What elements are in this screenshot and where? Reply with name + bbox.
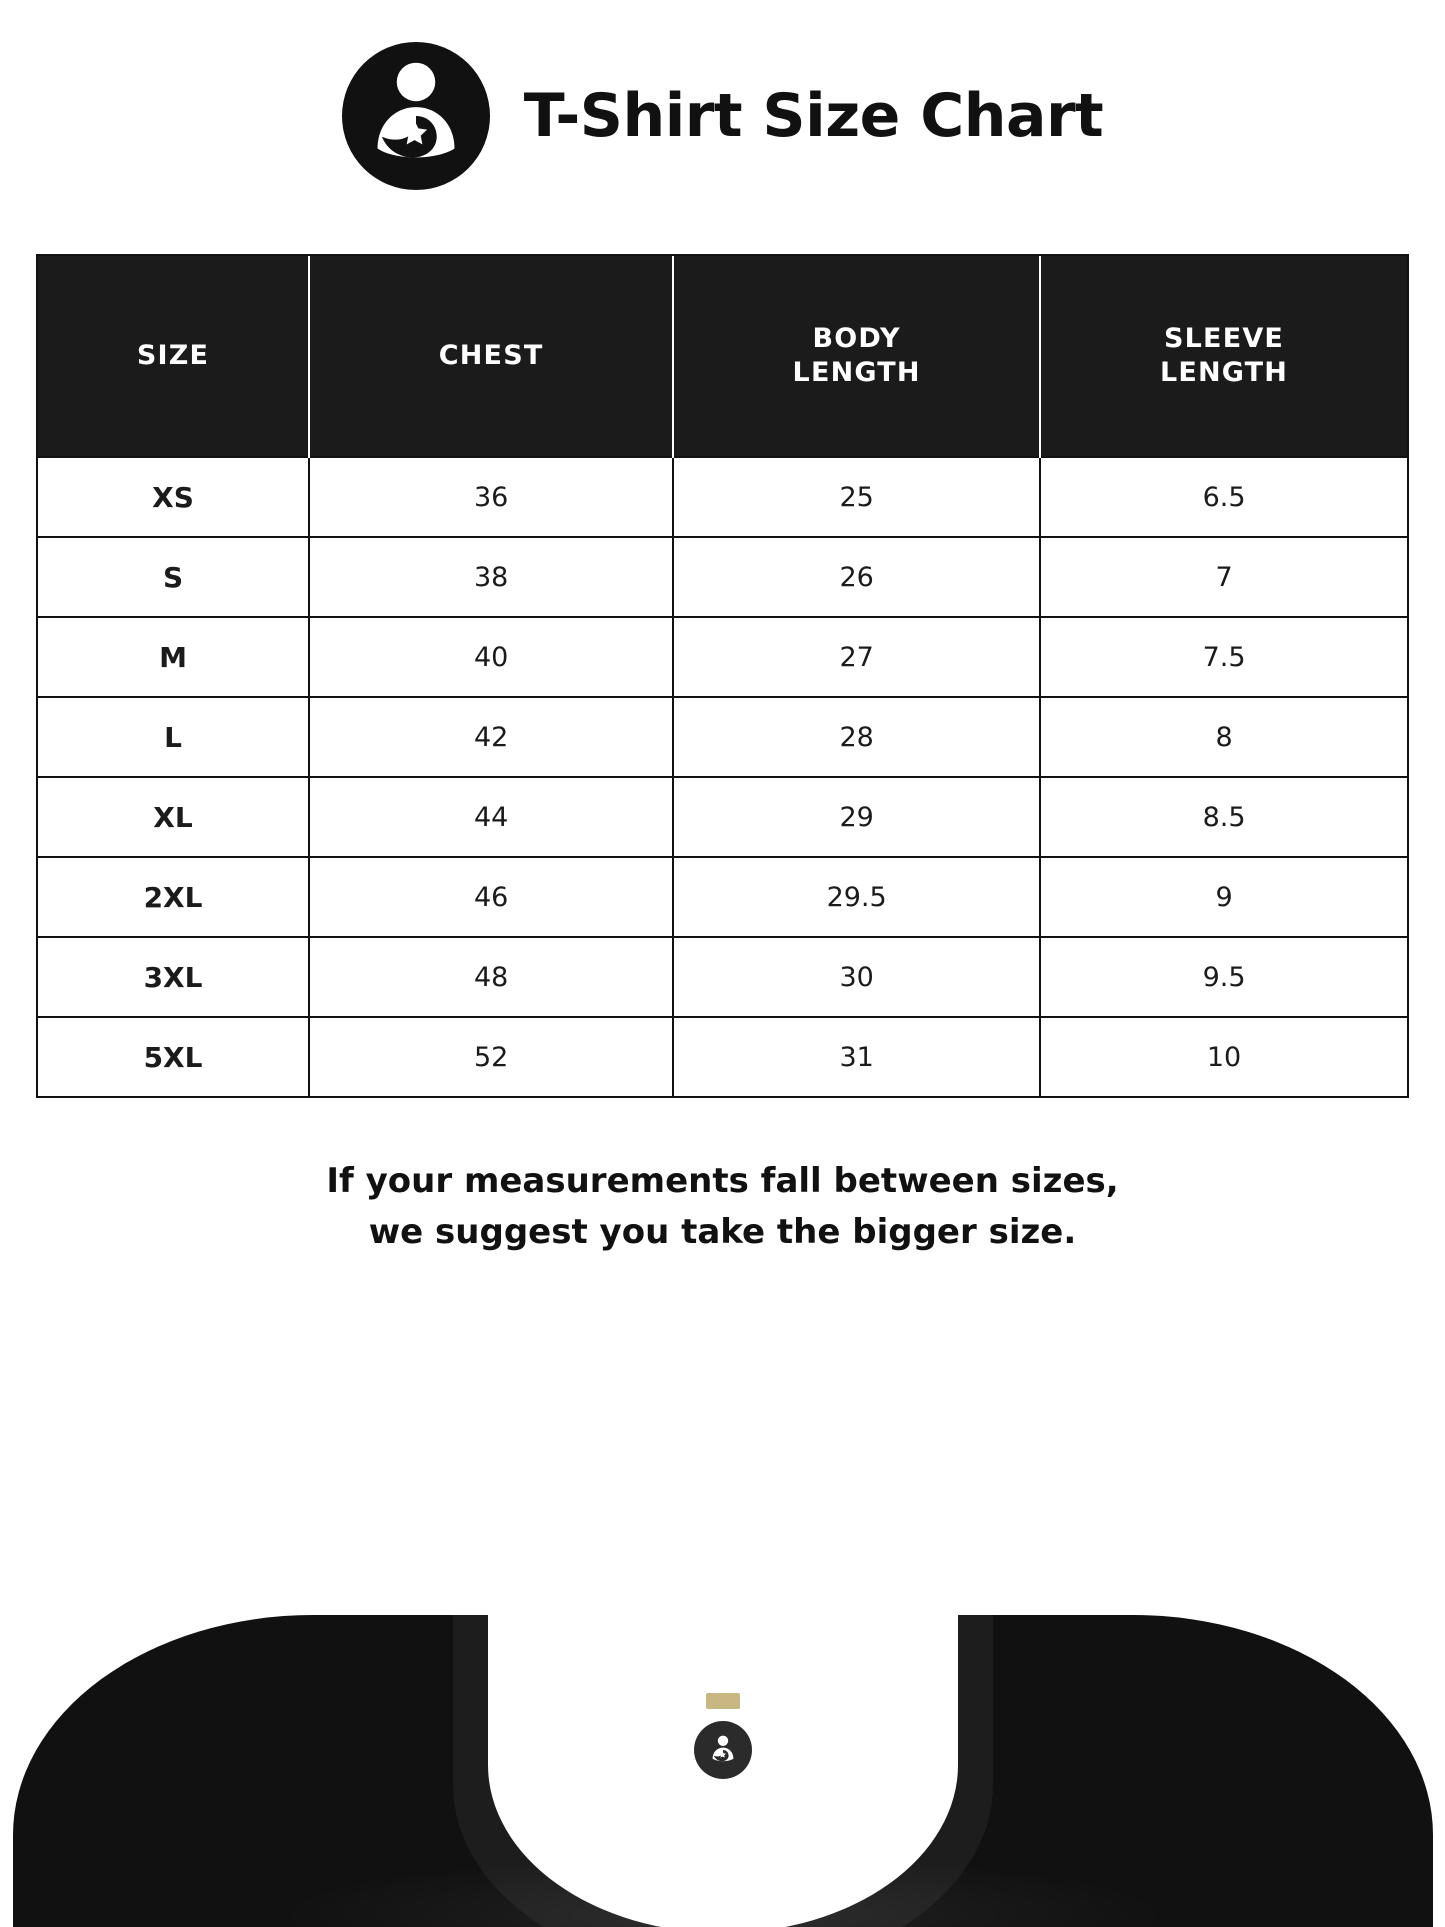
cell-sleeve-length: 6.5: [1040, 457, 1407, 537]
table-row: [38, 937, 1407, 1017]
cell-body-length: 25: [673, 457, 1040, 537]
cell-body-length: 29.5: [673, 857, 1040, 937]
table-row: [38, 777, 1407, 857]
cell-body-length: 30: [673, 937, 1040, 1017]
column-header-sleeve-length: [1040, 256, 1407, 457]
cell-size: XS: [38, 457, 309, 537]
mother-and-child-logo-icon: [342, 42, 490, 190]
cell-size: XL: [38, 777, 309, 857]
cell-sleeve-length: 7: [1040, 537, 1407, 617]
column-header-body-length-line1: BODY: [812, 323, 901, 355]
cell-body-length: 29: [673, 777, 1040, 857]
cell-size: 2XL: [38, 857, 309, 937]
size-table-container: [36, 254, 1409, 1098]
cell-sleeve-length: 7.5: [1040, 617, 1407, 697]
tshirt-body: [13, 1615, 1433, 1927]
column-header-chest: [309, 256, 673, 457]
cell-sleeve-length: 9.5: [1040, 937, 1407, 1017]
cell-chest: 48: [309, 937, 673, 1017]
table-row: [38, 1017, 1407, 1096]
cell-size: 5XL: [38, 1017, 309, 1096]
column-header-body-length: [673, 256, 1040, 457]
page-header: [0, 0, 1445, 190]
column-header-size-line1: SIZE: [136, 340, 210, 372]
column-header-size: [38, 256, 309, 457]
column-header-sleeve-length-line2: LENGTH: [1159, 357, 1289, 388]
cell-size: S: [38, 537, 309, 617]
table-row: [38, 537, 1407, 617]
cell-body-length: 27: [673, 617, 1040, 697]
column-header-sleeve-length-line1: SLEEVE: [1164, 323, 1285, 355]
cell-chest: 38: [309, 537, 673, 617]
cell-sleeve-length: 8: [1040, 697, 1407, 777]
cell-chest: 44: [309, 777, 673, 857]
table-row: [38, 857, 1407, 937]
cell-sleeve-length: 9: [1040, 857, 1407, 937]
black-tshirt-collar-photo: [0, 1597, 1445, 1927]
cell-body-length: 26: [673, 537, 1040, 617]
table-row: [38, 697, 1407, 777]
page-title: T-Shirt Size Chart: [523, 81, 1104, 151]
cell-body-length: 28: [673, 697, 1040, 777]
column-header-chest-line1: CHEST: [438, 340, 544, 372]
cell-chest: 42: [309, 697, 673, 777]
cell-chest: 46: [309, 857, 673, 937]
cell-chest: 52: [309, 1017, 673, 1096]
table-row: [38, 617, 1407, 697]
table-row: [38, 457, 1407, 537]
cell-body-length: 31: [673, 1017, 1040, 1096]
cell-chest: 40: [309, 617, 673, 697]
cell-sleeve-length: 10: [1040, 1017, 1407, 1096]
cell-size: M: [38, 617, 309, 697]
sizing-note: [0, 1156, 1445, 1258]
cell-chest: 36: [309, 457, 673, 537]
table-body: [38, 457, 1407, 1096]
cell-size: L: [38, 697, 309, 777]
cell-size: 3XL: [38, 937, 309, 1017]
column-header-body-length-line2: LENGTH: [792, 357, 921, 388]
table-header-row: [38, 256, 1407, 457]
sizing-note-line-1: If your measurements fall between sizes,: [326, 1161, 1119, 1201]
mother-and-child-logo-icon: [694, 1721, 752, 1779]
neck-tag: [706, 1693, 740, 1709]
sizing-note-line-2: we suggest you take the bigger size.: [368, 1212, 1077, 1252]
cell-sleeve-length: 8.5: [1040, 777, 1407, 857]
size-table: [38, 256, 1407, 1096]
